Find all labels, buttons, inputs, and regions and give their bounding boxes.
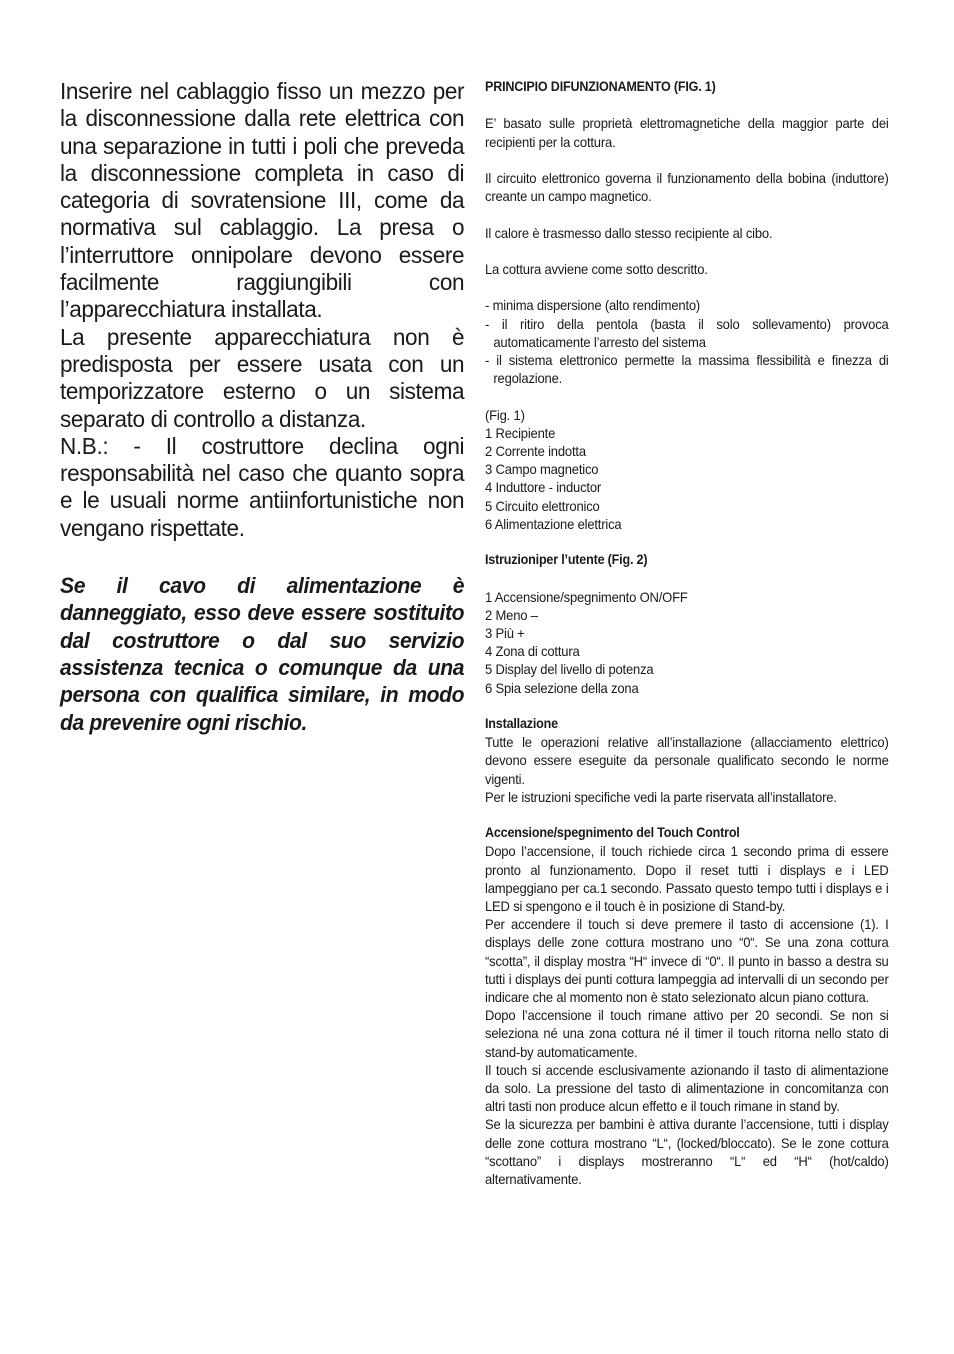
installazione-p2: Per le istruzioni specifiche vedi la parte riservata all’installatore.	[485, 788, 837, 805]
list-item: - minima dispersione (alto rendimento)	[485, 297, 701, 314]
list-item: 2 Corrente indotta	[485, 442, 586, 459]
nb-paragraph: N.B.: - Il costruttore declina ogni responsabilità nel caso che quanto sopra e le usuali norme antiinfortunistiche non vengano rispettate.	[60, 432, 465, 541]
list-item: 5 Circuito elettronico	[485, 497, 600, 514]
accensione-p3: Dopo l’accensione il touch rimane attivo per 20 secondi. Se non si seleziona né una zona cottura né il timer il touch ritorna nello stato di stand-by automaticamente.	[485, 1007, 889, 1060]
disconnection-paragraph: Inserire nel cablaggio fisso un mezzo per la disconnessione dalla rete elettrica con una separazione in tutti i poli che preveda la disconnessione completa in caso di categoria di sovratensione III, come da normativa sul cablaggio. La presa o l’interruttore onnipolare devono essere facilmente raggiungibili con l’apparecchiatura installata.	[60, 78, 465, 323]
principio-p2: Il circuito elettronico governa il funzionamento della bobina (induttore) creante un campo magnetico.	[485, 169, 889, 205]
list-item: 4 Induttore - inductor	[485, 479, 602, 496]
fig2-legend	[485, 588, 889, 697]
heading-accensione: Accensione/spegnimento del Touch Control	[485, 825, 740, 841]
list-item: 6 Alimentazione elettrica	[485, 515, 622, 532]
accensione-p2: Per accendere il touch si deve premere il tasto di accensione (1). I displays delle zone cottura mostrano uno “0“. Se una zona cottura “scotta”, il display mostra “H“ invece di “0“. Il punto in basso a destra su tutti i displays dei punti cottura lampeggia ad intervalli di un secondo per indicare che al momento non è stato selezionato alcun piano cottura.	[485, 916, 889, 1005]
list-item: - il sistema elettronico permette la massima flessibilità e finezza di regolazione.	[485, 351, 889, 387]
list-item: - il ritiro della pentola (basta il solo sollevamento) provoca automaticamente l’arresto del sistema	[485, 315, 889, 350]
cable-warning: Se il cavo di alimentazione è danneggiato, esso deve essere sostituito dal costruttore o dal suo servizio assistenza tecnica o comunque da una persona con qualifica similare, in modo da prevenire ogni rischio.	[60, 573, 465, 735]
list-item: 4 Zona di cottura	[485, 643, 580, 660]
principio-p1: E’ basato sulle proprietà elettromagnetiche della maggior parte dei recipienti per la cottura.	[485, 115, 889, 150]
fig1-label: (Fig. 1)	[485, 406, 525, 423]
accensione-p4: Il touch si accende esclusivamente azionando il tasto di alimentazione da solo. La pressione del tasto di alimentazione in concomitanza con altri tasti non produce alcun effetto e il touch rimane in stand by.	[485, 1061, 889, 1115]
accensione-p1: Dopo l’accensione, il touch richiede circa 1 secondo prima di essere pronto al funzionamento. Dopo il reset tutti i displays e i LED lampeggiano per ca.1 secondo. Passato questo tempo tutti i displays e i LED si spengono e il touch è in posizione di Stand-by.	[485, 843, 889, 914]
heading-installazione: Installazione	[485, 715, 558, 731]
list-item: 3 Più +	[485, 624, 525, 641]
timer-paragraph: La presente apparecchiatura non è predisposta per essere usata con un temporizzatore esterno o un sistema separato di controllo a distanza.	[60, 323, 465, 432]
list-item: 1 Accensione/spegnimento ON/OFF	[485, 588, 688, 605]
principio-p4: La cottura avviene come sotto descritto.	[485, 260, 708, 277]
left-column	[60, 78, 464, 736]
accensione-p5: Se la sicurezza per bambini è attiva durante l’accensione, tutti i display delle zone cottura mostrano “L“, (locked/bloccato). Se le zone cottura “scottano” i displays mostreranno “L“ ed “H“ (hot/caldo) alternativamente.	[485, 1116, 889, 1188]
list-item: 6 Spia selezione della zona	[485, 679, 639, 696]
principio-p3: Il calore è trasmesso dallo stesso recipiente al cibo.	[485, 224, 773, 241]
heading-istruzioni: Istruzioniper l’utente (Fig. 2)	[485, 552, 648, 568]
installazione-p1: Tutte le operazioni relative all’installazione (allacciamento elettrico) devono essere eseguite da personale qualificato secondo le norme vigenti.	[485, 734, 889, 787]
right-column	[485, 78, 889, 1188]
list-item: 3 Campo magnetico	[485, 461, 599, 478]
list-item: 1 Recipiente	[485, 424, 556, 441]
heading-principio: PRINCIPIO DIFUNZIONAMENTO (FIG. 1)	[485, 79, 716, 94]
list-item: 2 Meno –	[485, 606, 538, 623]
list-item: 5 Display del livello di potenza	[485, 661, 654, 678]
fig1-legend	[485, 424, 889, 533]
features-list	[485, 296, 889, 387]
right-column-content	[485, 78, 889, 1188]
